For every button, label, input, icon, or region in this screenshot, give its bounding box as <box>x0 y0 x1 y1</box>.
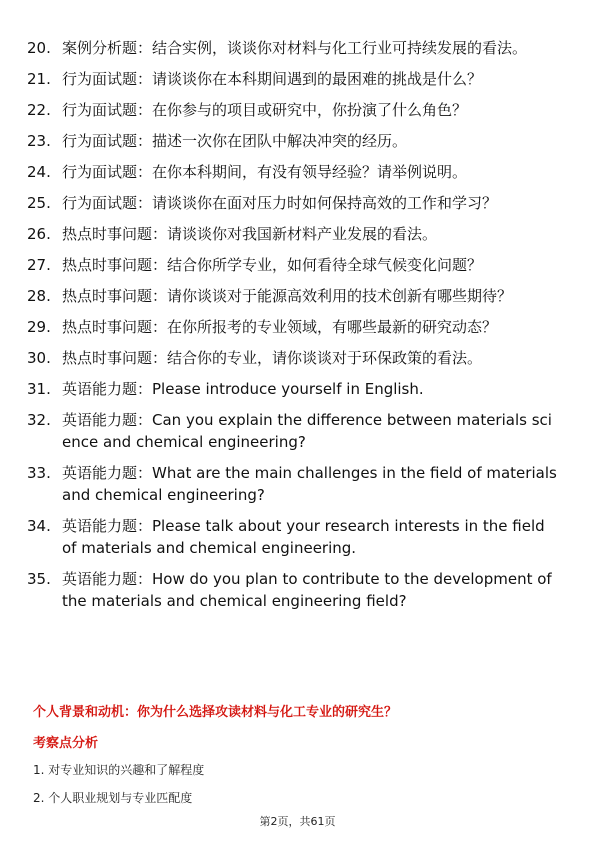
list-item <box>27 316 557 338</box>
question-text: 英语能力题：What are the main challenges in the field of materials and chemical engineering? <box>62 464 557 504</box>
list-item <box>27 409 557 453</box>
question-number: 23. <box>27 132 51 150</box>
list-item <box>27 347 557 369</box>
list-item <box>27 462 557 506</box>
question-number: 30. <box>27 349 51 367</box>
question-number: 20. <box>27 39 51 57</box>
question-text: 热点时事问题：请你谈谈对于能源高效利用的技术创新有哪些期待？ <box>62 287 513 305</box>
list-item <box>27 68 557 90</box>
question-text: 热点时事问题：在你所报考的专业领域，有哪些最新的研究动态？ <box>62 318 498 336</box>
list-item <box>27 192 557 214</box>
list-item <box>27 130 557 152</box>
question-text: 英语能力题：How do you plan to contribute to the development of the materials and chemical engineering field? <box>62 570 552 610</box>
question-number: 32. <box>27 411 51 429</box>
question-text: 热点时事问题：请谈谈你对我国新材料产业发展的看法。 <box>62 225 438 243</box>
question-text: 英语能力题：Can you explain the difference between materials science and chemical engineering? <box>62 411 552 451</box>
question-text: 行为面试题：在你参与的项目或研究中，你扮演了什么角色？ <box>62 101 468 119</box>
page-number-footer: 第2页，共61页 <box>259 815 336 828</box>
list-item <box>27 515 557 559</box>
list-item <box>27 161 557 183</box>
question-number: 28. <box>27 287 51 305</box>
question-text: 行为面试题：请谈谈你在本科期间遇到的最困难的挑战是什么？ <box>62 70 483 88</box>
section-heading: 个人背景和动机：你为什么选择攻读材料与化工专业的研究生？ <box>33 705 398 720</box>
question-number: 24. <box>27 163 51 181</box>
question-text: 英语能力题：Please introduce yourself in English. <box>62 380 424 398</box>
question-text: 行为面试题：请谈谈你在面对压力时如何保持高效的工作和学习？ <box>62 194 498 212</box>
list-item <box>27 378 557 400</box>
analysis-point: 1. 对专业知识的兴趣和了解程度 <box>33 763 205 777</box>
question-number: 35. <box>27 570 51 588</box>
question-text: 热点时事问题：结合你的专业，请你谈谈对于环保政策的看法。 <box>62 349 483 367</box>
question-number: 25. <box>27 194 51 212</box>
list-item <box>27 254 557 276</box>
question-number: 34. <box>27 517 51 535</box>
question-text: 行为面试题：描述一次你在团队中解决冲突的经历。 <box>62 132 408 150</box>
analysis-subheading: 考察点分析 <box>33 736 99 751</box>
question-text: 行为面试题：在你本科期间，有没有领导经验？请举例说明。 <box>62 163 468 181</box>
question-number: 21. <box>27 70 51 88</box>
list-item <box>27 285 557 307</box>
question-number: 29. <box>27 318 51 336</box>
list-item <box>27 99 557 121</box>
question-number: 33. <box>27 464 51 482</box>
list-item <box>27 568 557 612</box>
question-text: 热点时事问题：结合你所学专业，如何看待全球气候变化问题？ <box>62 256 483 274</box>
question-number: 26. <box>27 225 51 243</box>
list-item <box>27 223 557 245</box>
analysis-point: 2. 个人职业规划与专业匹配度 <box>33 791 193 805</box>
question-number: 22. <box>27 101 51 119</box>
question-list <box>27 37 557 621</box>
question-number: 31. <box>27 380 51 398</box>
question-text: 英语能力题：Please talk about your research interests in the field of materials and chemical engineering. <box>62 517 545 557</box>
question-text: 案例分析题：结合实例，谈谈你对材料与化工行业可持续发展的看法。 <box>62 39 528 57</box>
question-number: 27. <box>27 256 51 274</box>
list-item <box>27 37 557 59</box>
